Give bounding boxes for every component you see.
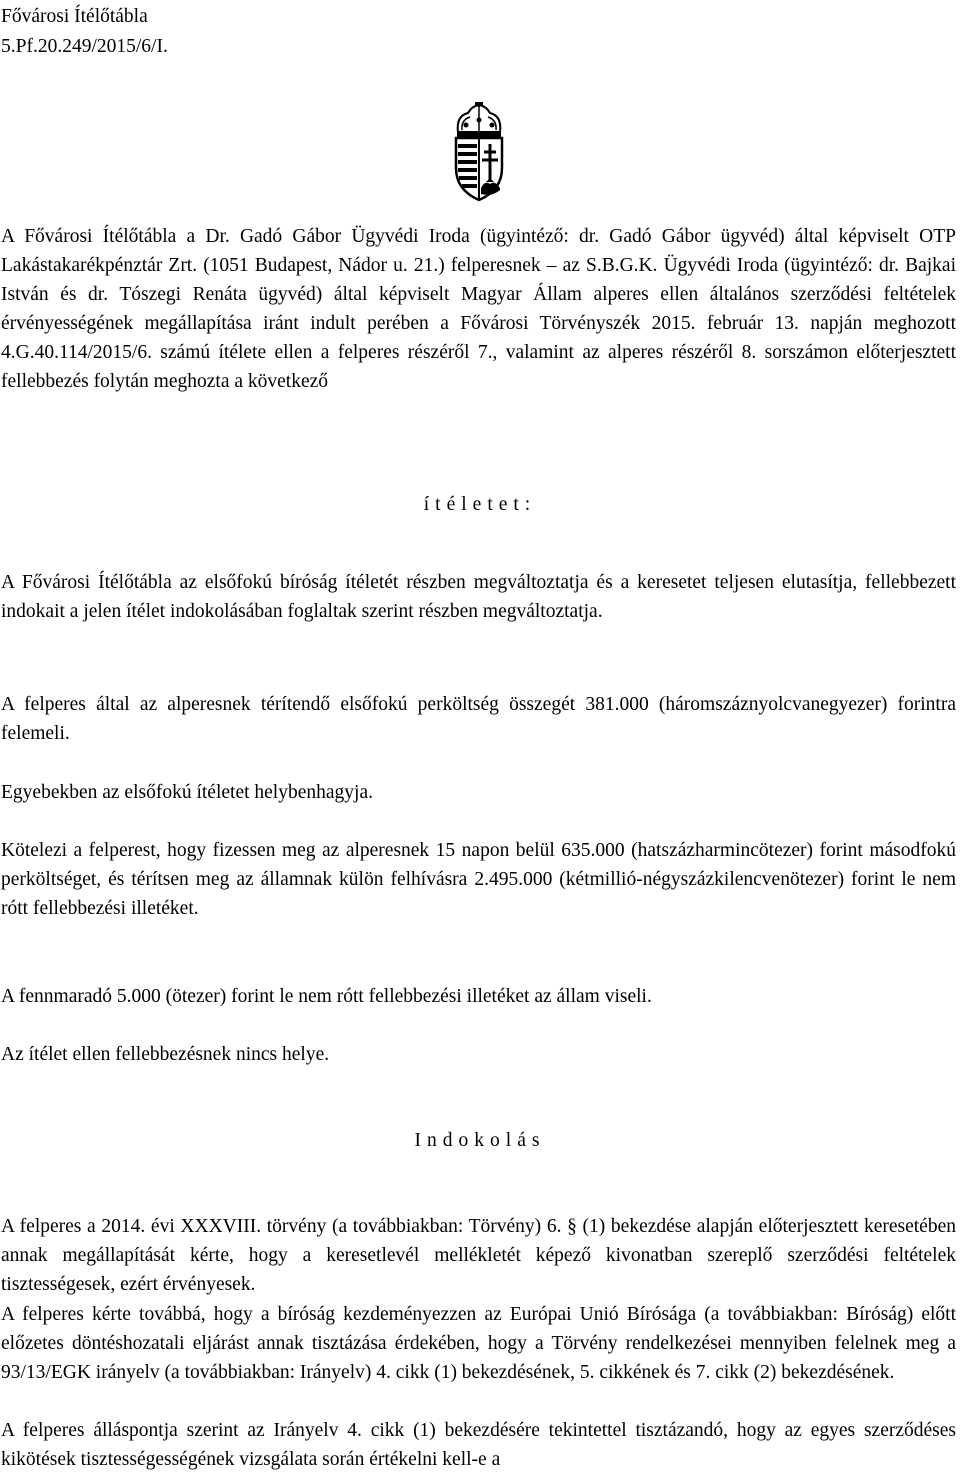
coat-of-arms-icon: [446, 102, 512, 202]
introduction-paragraph: A Fővárosi Ítélőtábla a Dr. Gadó Gábor Ügyvédi Iroda (ügyintéző: dr. Gadó Gábor ügyvéd) által képviselt OTP Lakástakarékpénztár Zrt. (1051 Budapest, Nádor u. 21.) felperesnek – az S.B.G.K. Ügyvédi Iroda (ügyintéző: dr. Bajkai István és dr. Tószegi Renáta ügyvéd) által képviselt Magyar Állam alperes ellen általános szerződési feltételek érvényességének megállapítása iránt indult perében a Fővárosi Törvényszék 2015. február 13. napján meghozott 4.G.40.114/2015/6. számú ítélete ellen a felperes részéről 7., valamint az alperes részéről 8. sorszámon előterjesztett fellebbezés folytán meghozta a következő: [1, 226, 956, 393]
verdict-heading: ítéletet:: [423, 494, 537, 515]
verdict-paragraph: Egyebekben az elsőfokú ítéletet helybenhagyja.: [1, 782, 373, 803]
document-header: [1, 2, 168, 62]
court-name: Fővárosi Ítélőtábla: [1, 6, 148, 27]
verdict-paragraph: Kötelezi a felperest, hogy fizessen meg az alperesnek 15 napon belül 635.000 (hatszázharmincötezer) forint másodfokú perköltséget, és térítsen meg az államnak külön felhívásra 2.495.000 (kétmillió-négyszázkilencvenötezer) forint le nem rótt fellebbezési illetéket.: [1, 840, 956, 920]
verdict-paragraph: Az ítélet ellen fellebbezésnek nincs helye.: [1, 1044, 330, 1065]
verdict-paragraph: A fennmaradó 5.000 (ötezer) forint le nem rótt fellebbezési illetéket az állam viseli.: [1, 986, 652, 1007]
reasoning-paragraph: A felperes a 2014. évi XXXVIII. törvény (a továbbiakban: Törvény) 6. § (1) bekezdése alapján előterjesztett keresetében annak megállapítását kérte, hogy a keresetlevél mellékletét képező kivonatban szereplő szerződési feltételek tisztességesek, ezért érvényesek.: [1, 1216, 956, 1296]
reasoning-paragraph: A felperes álláspontja szerint az Irányelv 4. cikk (1) bekezdésére tekintettel tisztázandó, hogy az egyes szerződéses kikötések tisztességességének vizsgálata során értékelni kell-e a: [1, 1420, 956, 1471]
reasoning-heading: Indokolás: [414, 1130, 546, 1151]
verdict-paragraph: A Fővárosi Ítélőtábla az elsőfokú bíróság ítéletét részben megváltoztatja és a keresetet teljesen elutasítja, fellebbezett indokait a jelen ítélet indokolásában foglaltak szerint részben megváltoztatja.: [1, 572, 956, 623]
verdict-paragraph: A felperes által az alperesnek térítendő elsőfokú perköltség összegét 381.000 (háromszáznyolcvanegyezer) forintra felemeli.: [1, 694, 956, 745]
case-number: 5.Pf.20.249/2015/6/I.: [1, 36, 168, 57]
reasoning-paragraph: A felperes kérte továbbá, hogy a bíróság kezdeményezzen az Európai Unió Bírósága (a továbbiakban: Bíróság) előtt előzetes döntéshozatali eljárást annak tisztázása érdekében, hogy a Törvény rendelkezései mennyiben felelnek meg a 93/13/EGK irányelv (a továbbiakban: Irányelv) 4. cikk (1) bekezdésének, 5. cikkének és 7. cikk (2) bekezdésének.: [1, 1304, 956, 1384]
